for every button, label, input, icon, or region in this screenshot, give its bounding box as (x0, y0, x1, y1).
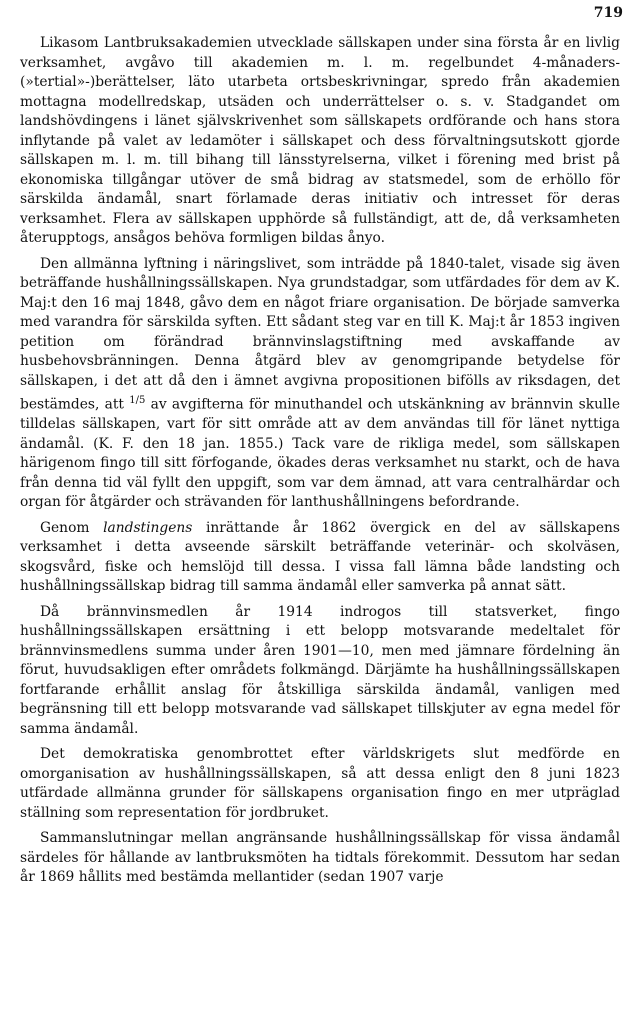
paragraph-6: Sammanslutningar mellan angränsande hushållningssällskap för vissa ändamål särdeles för hållande av lantbruksmöten ha tidtals förekommit. Dessutom har sedan år 1869 hållits med bestämda mellantider (sedan 1907 varje (20, 830, 620, 886)
paragraph-1: Likasom Lantbruksakademien utvecklade sällskapen under sina första år en livlig verksamhet, avgåvo till akademien m. l. m. regelbundet 4-månaders-(»tertial»-)berättelser, läto utarbeta ortsbeskrivningar, spredo från akademien mottagna modellredskap, utsäden och underrättelser o. s. v. Stadgandet om landshövdingens i länet självskrivenhet som sällskapets ordförande och hans stora inflytande på valet av ledamöter i sällskapet och dess förvaltningsutskott gjorde sällskapen m. l. m. till bihang till länsstyrelserna, vilket i förening med brist på ekonomiska tillgångar utöver de små bidrag av statsmedel, som de erhöllo för särskilda ändamål, snart förlamade deras initiativ och intresset för deras verksamhet. Flera av sällskapen upphörde så fullständigt, att de, då verksamheten återupptogs, ansågos behöva formligen bildas ånyo. (20, 35, 620, 246)
paragraph-3-text-before: Genom (40, 519, 90, 536)
italic-landstingens: landstingens (103, 519, 193, 536)
paragraph-4: Då brännvinsmedlen år 1914 indrogos till statsverket, fingo hushållningssällskapen ersättning i ett belopp motsvarande medeltalet för brännvinsmedlens summa under åren 1901—10, men med jämnare fördelning än förut, huvudsakligen efter områdets folkmängd. Därjämte ha hushållningssällskapen fortfarande erhållit anslag för åtskilliga särskilda ändamål, vanligen med begränsning till ett belopp motsvarande vad sällskapet tillskjuter av egna medel för samma ändamål. (20, 603, 620, 737)
paragraph-3 (20, 519, 620, 597)
paragraph-5: Det demokratiska genombrottet efter världskrigets slut medförde en omorganisation av hushållningssällskapen, så att dessa enligt den 8 juni 1823 utfärdade allmänna grunder för sällskapens organisation fingo en mer utpräglad ställning som representation för jordbruket. (20, 746, 620, 821)
fraction-one-fifth: 1/5 (129, 395, 146, 406)
paragraph-2 (20, 255, 620, 513)
paragraph-3-text-after: inrättande år 1862 övergick en del av sällskapens verksamhet i detta avseende särskilt beträffande veterinär- och skolväsen, skogsvård, fiske och hemslöjd till dessa. I vissa fall lämna både landsting och hushållningssällskap bidrag till samma ändamål eller samverka på annat sätt. (20, 519, 620, 595)
page-number: 719 (593, 5, 623, 21)
paragraph-2-text-after: av avgifterna för minuthandel och utskänkning av brännvin skulle tilldelas sällskapen, vart för sitt område att av dem användas till för länet nyttiga ändamål. (K. F. den 18 jan. 1855.) Tack vare de rikliga medel, som sällskapen härigenom fingo till sitt förfogande, ökades deras verksamhet nu starkt, och de hava från denna tid väl fyllt den uppgift, som var dem ämnad, att vara centralhärdar och organ för åtgärder och strävanden för lanthushållningens befordrande. (20, 396, 621, 511)
paragraph-2-text-before: Den allmänna lyftning i näringslivet, som inträdde på 1840-talet, visade sig även beträffande hushållningssällskapen. Nya grundstadgar, som utfärdades för dem av K. Maj:t den 16 maj 1848, gåvo dem en något friare organisation. De började samverka med varandra för särskilda syften. Ett sådant steg var en till K. Maj:t år 1853 ingiven petition om förändrad brännvinslagstiftning med avskaffande av husbehovsbränningen. Denna åtgärd blev av genomgripande betydelse för sällskapen, i det att då den i ämnet avgivna propositionen bifölls av riksdagen, det bestämdes, att (20, 255, 620, 413)
body-text (20, 34, 620, 894)
